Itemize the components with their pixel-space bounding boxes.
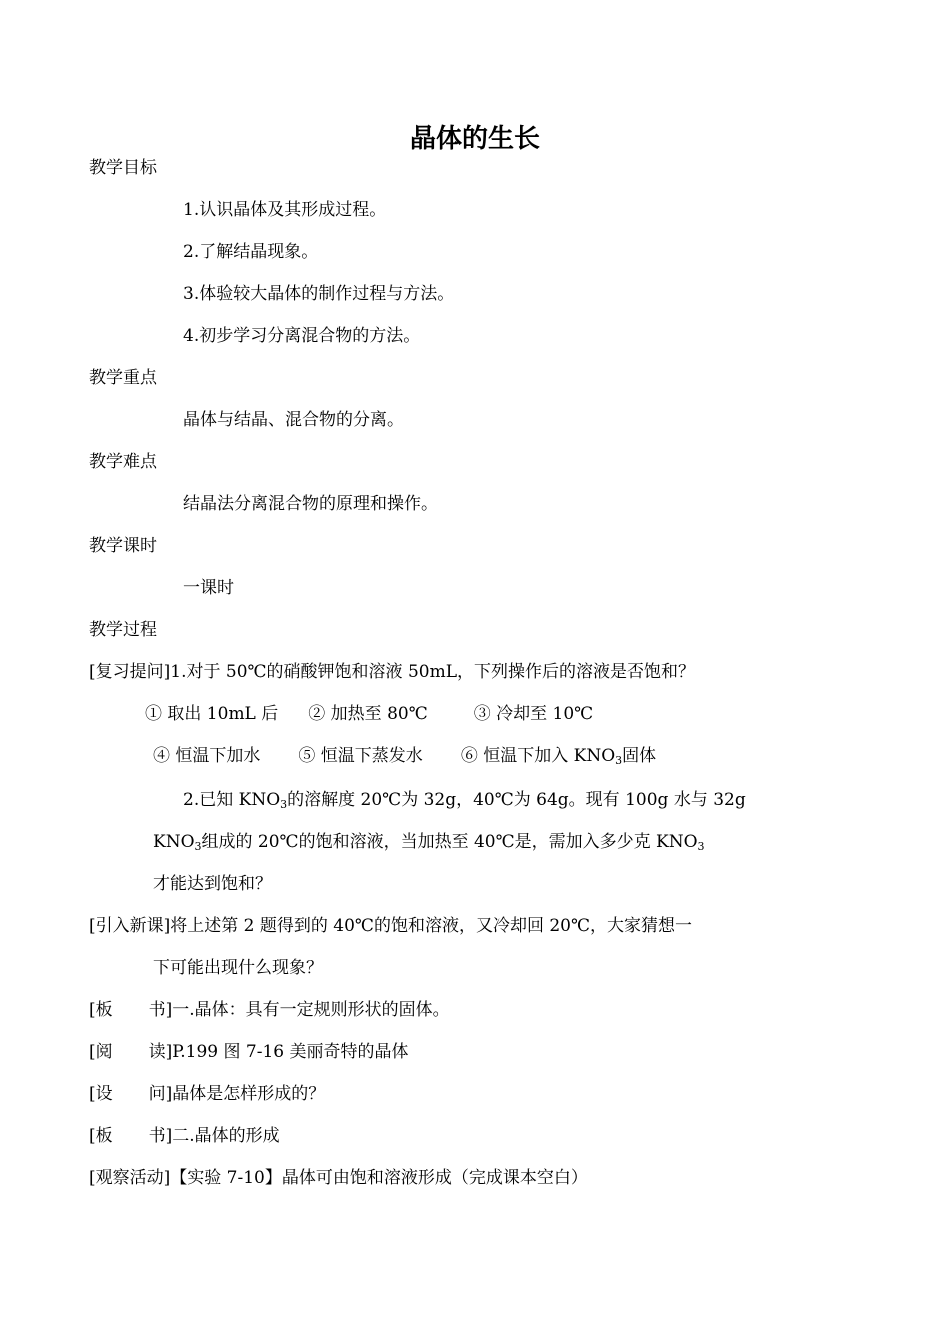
review-tag: [复习提问] [89, 662, 171, 682]
review-question-2-line-1 [183, 789, 746, 816]
subscript: 3 [280, 798, 288, 811]
operation-item: ④ 恒温下加水 [153, 746, 261, 766]
operation-item: ② 加热至 80℃ [308, 704, 428, 724]
step-tag: [板 [89, 1000, 113, 1020]
new-lesson-line-2: 下可能出现什么现象？ [153, 958, 323, 978]
subscript: 3 [615, 754, 623, 767]
objective-item: 3.体验较大晶体的制作过程与方法。 [183, 284, 455, 304]
step-line [89, 1041, 409, 1063]
operation-item: ⑤ 恒温下蒸发水 [298, 746, 423, 766]
step-text: 二.晶体的形成 [172, 1126, 280, 1146]
new-lesson-text: 将上述第 2 题得到的 40℃的饱和溶液，又冷却回 20℃，大家猜想一 [170, 916, 692, 936]
observe-tag: [观察活动] [89, 1168, 171, 1188]
step-tag: [设 [89, 1084, 113, 1104]
operations-row-1 [145, 703, 593, 725]
key-heading: 教学重点 [89, 368, 157, 388]
review-question-2-line-2 [153, 831, 705, 858]
step-tag: [板 [89, 1126, 113, 1146]
review-question-2-line-3: 才能达到饱和？ [153, 874, 272, 894]
step-text: P.199 图 7-16 美丽奇特的晶体 [172, 1042, 409, 1062]
step-text: 晶体是怎样形成的？ [172, 1084, 326, 1104]
objective-item: 2.了解结晶现象。 [183, 242, 319, 262]
review-question-1 [89, 661, 695, 683]
process-heading: 教学过程 [89, 620, 157, 640]
new-lesson-line-1 [89, 915, 692, 937]
step-tag: 问] [148, 1084, 173, 1104]
step-line [89, 1125, 280, 1147]
operation-item: ① 取出 10mL 后 [145, 704, 279, 724]
operation-item-tail: 固体 [622, 746, 657, 766]
new-lesson-tag: [引入新课] [89, 916, 171, 936]
operations-row-2 [153, 745, 656, 772]
step-text: 一.晶体：具有一定规则形状的固体。 [172, 1000, 450, 1020]
subscript: 3 [697, 840, 705, 853]
step-tag: 书] [148, 1000, 173, 1020]
step-tag: 书] [148, 1126, 173, 1146]
operation-item: ③ 冷却至 10℃ [473, 704, 594, 724]
q2-text: 的溶解度 20℃为 32g，40℃为 64g。现有 100g 水与 32g [287, 790, 746, 810]
step-tag: [阅 [89, 1042, 113, 1062]
difficulty-heading: 教学难点 [89, 452, 157, 472]
observe-line [89, 1167, 588, 1189]
q2-text: KNO [153, 832, 195, 852]
q2-text: 组成的 20℃的饱和溶液，当加热至 40℃是，需加入多少克 KNO [201, 832, 698, 852]
step-tag: 读] [148, 1042, 173, 1062]
subscript: 3 [194, 840, 202, 853]
step-line [89, 999, 450, 1021]
objective-item: 4.初步学习分离混合物的方法。 [183, 326, 421, 346]
objective-item: 1.认识晶体及其形成过程。 [183, 200, 387, 220]
q2-text: 2.已知 KNO [183, 790, 281, 810]
page-title: 晶体的生长 [409, 124, 540, 154]
step-line [89, 1083, 325, 1105]
objectives-heading: 教学目标 [89, 158, 157, 178]
key-text: 晶体与结晶、混合物的分离。 [183, 410, 404, 430]
hours-heading: 教学课时 [89, 536, 157, 556]
review-q1-text: 1.对于 50℃的硝酸钾饱和溶液 50mL，下列操作后的溶液是否饱和？ [170, 662, 695, 682]
difficulty-text: 结晶法分离混合物的原理和操作。 [183, 494, 438, 514]
hours-text: 一课时 [183, 578, 234, 598]
operation-item: ⑥ 恒温下加入 KNO [460, 746, 616, 766]
observe-text: 【实验 7-10】晶体可由饱和溶液形成（完成课本空白） [170, 1168, 588, 1188]
